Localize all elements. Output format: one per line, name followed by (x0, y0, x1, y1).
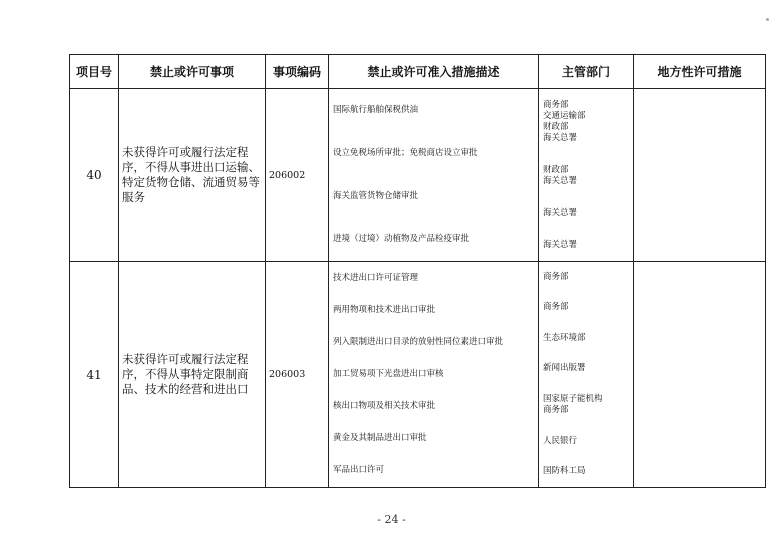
measure-description: 列入限制进出口目录的放射性同位素进口审批 (333, 336, 504, 347)
department-group (543, 100, 633, 144)
item-matter: 未获得许可或履行法定程序，不得从事特定限制商品、技术的经营和进出口 (119, 262, 266, 488)
header-matter: 禁止或许可事项 (119, 55, 266, 89)
department-name: 新闻出版署 (543, 363, 586, 374)
measure-description: 核出口物项及相关技术审批 (333, 401, 436, 412)
table-row (70, 262, 766, 488)
department-list (539, 262, 634, 488)
measure-description: 军品出口许可 (333, 465, 385, 476)
measure-description: 两用物项和技术进出口审批 (333, 304, 436, 315)
measure-description: 设立免税场所审批；免税商店设立审批 (333, 148, 478, 158)
department-name: 交通运输部 (543, 110, 586, 121)
measure-list (329, 89, 539, 262)
page-number: - 24 - (377, 513, 406, 526)
department-group (543, 165, 633, 187)
department-name: 商务部 (543, 405, 569, 416)
department-group (543, 466, 633, 477)
department-name: 商务部 (543, 271, 569, 282)
header-code: 事项编码 (266, 55, 329, 89)
measure-description: 国际航行船舶保税供油 (333, 105, 419, 115)
department-name: 国防科工局 (543, 466, 586, 477)
local-measures-cell (634, 89, 766, 262)
measure-description: 加工贸易项下光盘进出口审核 (333, 368, 444, 379)
measure-list (329, 262, 539, 488)
department-group (543, 394, 633, 416)
department-name: 财政部 (543, 164, 569, 175)
department-name: 商务部 (543, 99, 569, 110)
department-group (543, 363, 633, 374)
department-name: 生态环境部 (543, 332, 586, 343)
department-name: 海关总署 (543, 132, 578, 143)
measure-description: 黄金及其制品进出口审批 (333, 433, 427, 444)
local-measures-cell (634, 262, 766, 488)
header-row (70, 55, 766, 89)
department-name: 人民银行 (543, 435, 578, 446)
item-number: 40 (70, 89, 119, 262)
department-list (539, 89, 634, 262)
header-measure-description: 禁止或许可准入措施描述 (329, 55, 539, 89)
department-name: 国家原子能机构 (543, 394, 603, 405)
department-name: 海关总署 (543, 175, 578, 186)
measure-description: 进境（过境）动植物及产品检疫审批 (333, 234, 470, 244)
department-name: 海关总署 (543, 239, 578, 250)
header-item-number: 项目号 (70, 55, 119, 89)
header-local-measures: 地方性许可措施 (634, 55, 766, 89)
department-group (543, 208, 633, 219)
permit-table (69, 54, 766, 488)
department-group (543, 436, 633, 447)
department-name: 海关总署 (543, 207, 578, 218)
header-department: 主管部门 (539, 55, 634, 89)
measure-description: 海关监管货物仓储审批 (333, 191, 419, 201)
item-number: 41 (70, 262, 119, 488)
item-code: 206003 (266, 262, 329, 488)
item-matter: 未获得许可或履行法定程序，不得从事进出口运输、特定货物仓储、流通贸易等服务 (119, 89, 266, 262)
item-code: 206002 (266, 89, 329, 262)
department-group (543, 272, 633, 283)
department-group (543, 333, 633, 344)
department-name: 财政部 (543, 121, 569, 132)
table-row (70, 89, 766, 262)
department-name: 商务部 (543, 302, 569, 313)
scan-dot (766, 18, 769, 21)
department-group (543, 240, 633, 251)
measure-description: 技术进出口许可证管理 (333, 272, 419, 283)
department-group (543, 302, 633, 313)
